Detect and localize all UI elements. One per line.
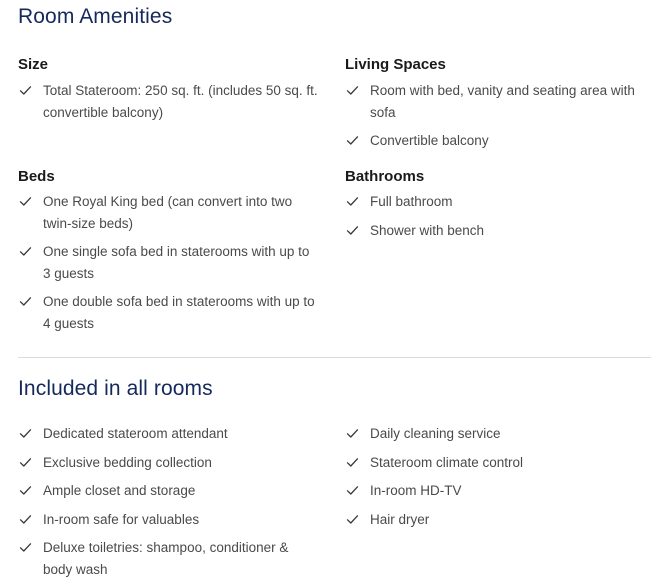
amenity-text: Total Stateroom: 250 sq. ft. (includes 50 sq. ft. convertible balcony) <box>43 83 318 120</box>
amenity-text: Exclusive bedding collection <box>43 454 212 470</box>
amenity-text: Daily cleaning service <box>370 426 501 441</box>
living-spaces-list <box>345 80 645 159</box>
amenity-text: One double sofa bed in staterooms with up to 4 guests <box>43 294 315 331</box>
size-list <box>18 80 318 130</box>
size-heading: Size <box>18 56 49 73</box>
check-icon <box>19 427 32 440</box>
amenity-list-item <box>18 291 318 334</box>
amenity-text: Ample closet and storage <box>43 483 196 498</box>
check-icon <box>19 195 32 208</box>
living-spaces-heading: Living Spaces <box>345 56 446 73</box>
amenity-text: Deluxe toiletries: shampoo, conditioner & body wash <box>43 540 289 577</box>
amenity-text: Hair dryer <box>370 511 430 527</box>
amenity-text: Room with bed, vanity and seating area with sofa <box>370 83 635 120</box>
amenity-list-item <box>18 423 318 445</box>
amenity-list-item <box>18 480 318 502</box>
check-icon <box>346 134 359 147</box>
amenity-list-item <box>18 452 318 474</box>
bathrooms-list <box>345 191 645 248</box>
check-icon <box>19 456 32 469</box>
check-icon <box>346 484 359 497</box>
amenity-list-item <box>345 423 645 445</box>
amenity-text: One single sofa bed in staterooms with up to 3 guests <box>43 244 310 281</box>
amenity-list-item <box>345 220 645 242</box>
check-icon <box>346 195 359 208</box>
check-icon <box>346 84 359 97</box>
amenity-list-item <box>345 191 645 213</box>
beds-heading: Beds <box>18 168 55 185</box>
amenity-list-item <box>345 509 645 531</box>
amenity-text: Shower with bench <box>370 222 485 238</box>
included-title: Included in all rooms <box>18 377 213 400</box>
check-icon <box>19 245 32 258</box>
amenity-text: Full bathroom <box>370 194 453 209</box>
amenity-list-item <box>18 537 318 580</box>
check-icon <box>19 484 32 497</box>
amenity-text: One Royal King bed (can convert into two twin-size beds) <box>43 194 293 231</box>
section-divider <box>18 357 651 358</box>
amenity-list-item <box>18 241 318 284</box>
check-icon <box>346 456 359 469</box>
bathrooms-heading: Bathrooms <box>345 168 425 185</box>
check-icon <box>346 224 359 237</box>
amenity-text: Stateroom climate control <box>370 454 524 470</box>
included-right-list <box>345 423 645 537</box>
amenity-text: In-room HD-TV <box>370 483 462 498</box>
amenity-list-item <box>18 191 318 234</box>
amenity-list-item <box>345 80 645 123</box>
room-amenities-title: Room Amenities <box>18 5 173 28</box>
check-icon <box>19 295 32 308</box>
amenity-list-item <box>18 509 318 531</box>
amenity-list-item <box>18 80 318 123</box>
included-left-list <box>18 423 318 587</box>
check-icon <box>19 84 32 97</box>
check-icon <box>346 513 359 526</box>
check-icon <box>19 513 32 526</box>
check-icon <box>19 541 32 554</box>
check-icon <box>346 427 359 440</box>
amenity-text: Convertible balcony <box>370 133 489 148</box>
amenity-list-item <box>345 130 645 152</box>
amenity-list-item <box>345 452 645 474</box>
amenity-text: Dedicated stateroom attendant <box>43 426 228 441</box>
beds-list <box>18 191 318 341</box>
amenity-list-item <box>345 480 645 502</box>
amenity-text: In-room safe for valuables <box>43 511 200 527</box>
